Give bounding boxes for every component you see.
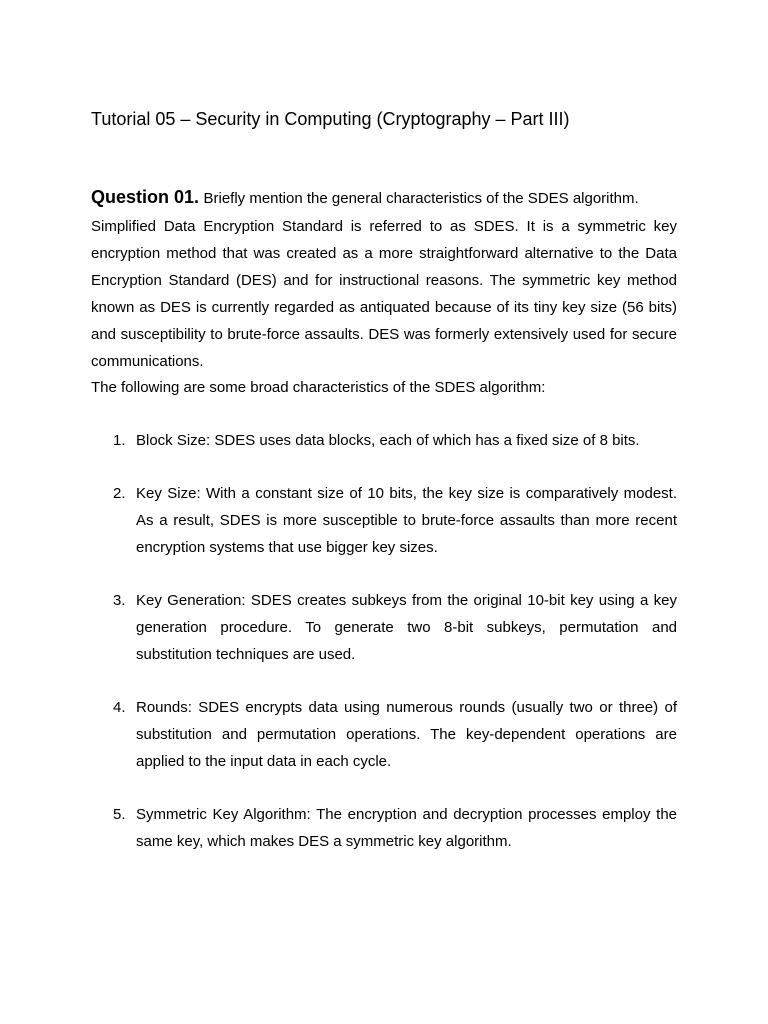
list-item-number: 3.	[113, 592, 126, 609]
characteristics-list	[91, 427, 677, 881]
list-item	[91, 801, 677, 855]
list-item-text: Key Generation: SDES creates subkeys from the original 10-bit key using a key generation procedure. To generate two 8-bit subkeys, permutation and substitution techniques are used.	[136, 592, 677, 663]
list-item	[91, 427, 677, 454]
list-item-number: 2.	[113, 485, 126, 502]
list-item-number: 4.	[113, 699, 126, 716]
question-heading	[91, 186, 677, 210]
list-item-text: Rounds: SDES encrypts data using numerous rounds (usually two or three) of substitution and permutation operations. The key-dependent operations are applied to the input data in each cycle.	[136, 699, 677, 770]
list-item-text: Key Size: With a constant size of 10 bits, the key size is comparatively modest. As a result, SDES is more susceptible to brute-force assaults than more recent encryption systems that use bigger key sizes.	[136, 485, 677, 556]
list-item-number: 5.	[113, 806, 126, 823]
question-number: Question 01.	[91, 187, 200, 207]
question-text: Briefly mention the general characteristics of the SDES algorithm.	[203, 190, 639, 207]
intro-paragraph: Simplified Data Encryption Standard is referred to as SDES. It is a symmetric key encryption method that was created as a more straightforward alternative to the Data Encryption Standard (DES) and for instructional reasons. The symmetric key method known as DES is currently regarded as antiquated because of its tiny key size (56 bits) and susceptibility to brute-force assaults. DES was formerly extensively used for secure communications.	[91, 218, 677, 370]
list-item	[91, 480, 677, 561]
list-item-text: Block Size: SDES uses data blocks, each of which has a fixed size of 8 bits.	[136, 432, 640, 449]
list-item-text: Symmetric Key Algorithm: The encryption and decryption processes employ the same key, which makes DES a symmetric key algorithm.	[136, 806, 677, 850]
list-item	[91, 587, 677, 668]
list-item	[91, 694, 677, 775]
list-item-number: 1.	[113, 432, 126, 449]
list-lead-in: The following are some broad characteristics of the SDES algorithm:	[91, 379, 546, 396]
page-title: Tutorial 05 – Security in Computing (Cryptography – Part III)	[91, 109, 570, 129]
